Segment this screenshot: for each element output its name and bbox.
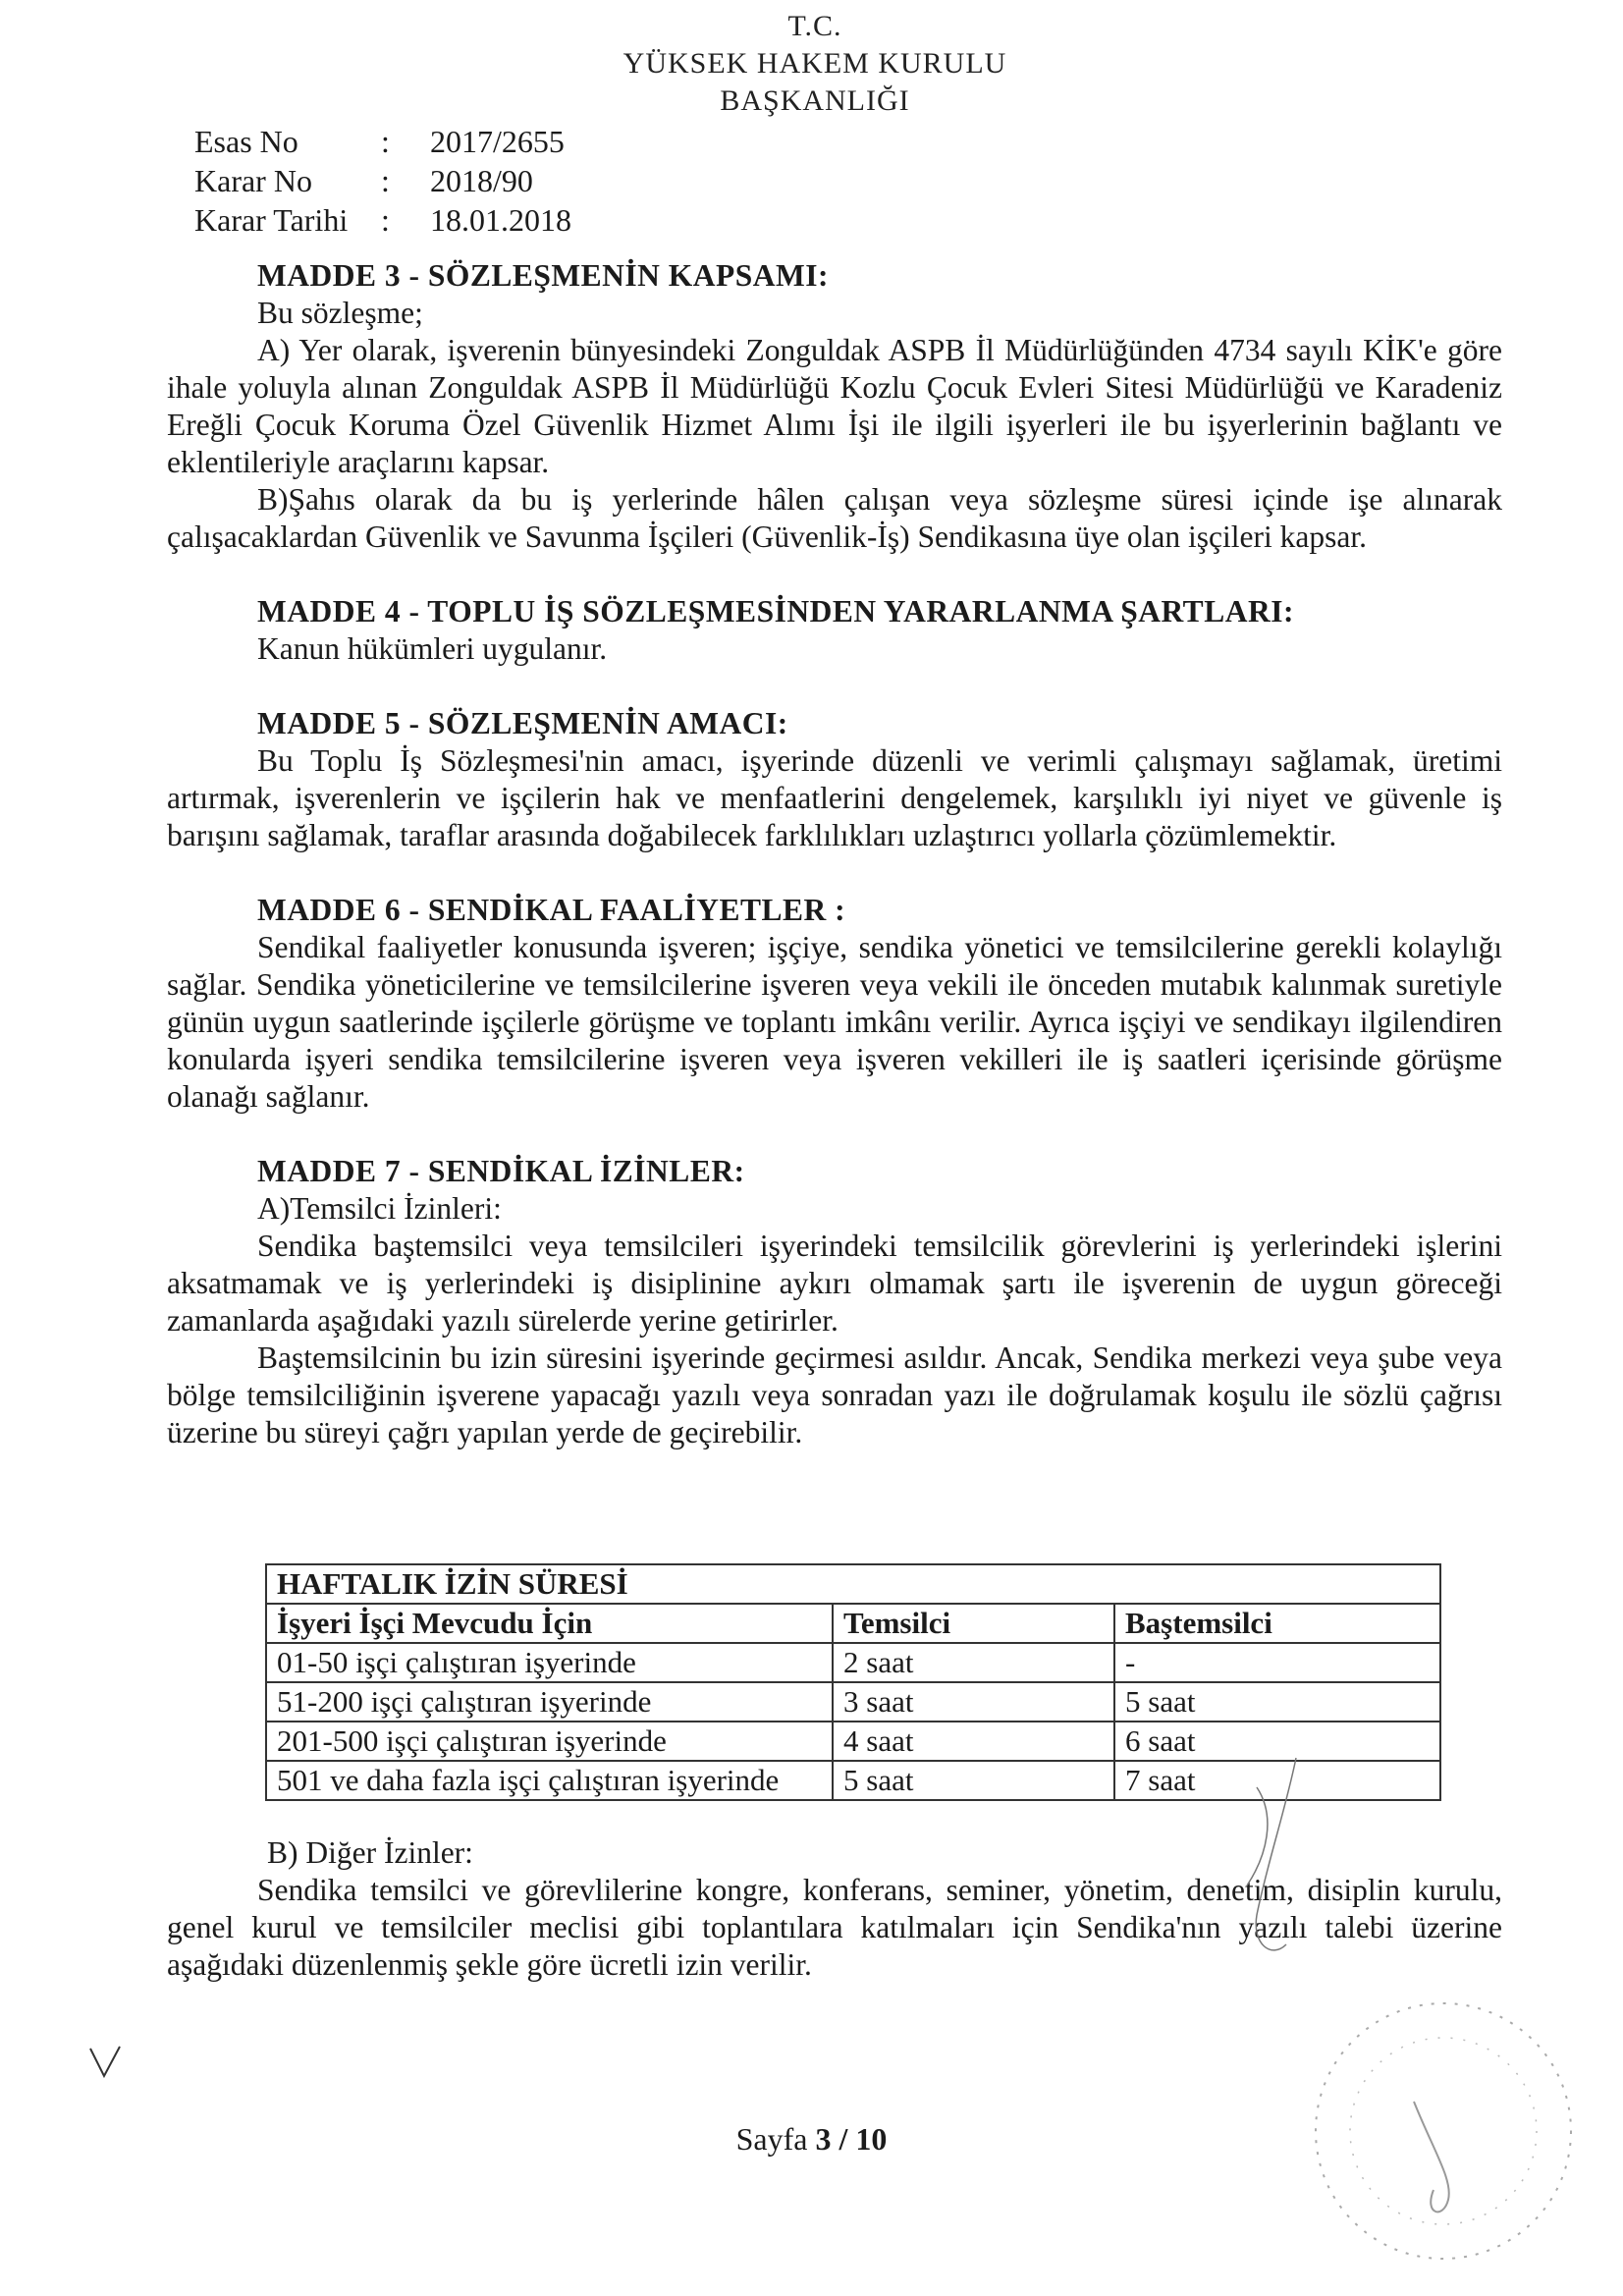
page-prefix: Sayfa [735, 2121, 816, 2157]
signature-mark [1227, 1748, 1316, 1974]
column-header: Baştemsilci [1114, 1604, 1440, 1643]
table-header-row [266, 1604, 1440, 1643]
tarih-value: 18.01.2018 [430, 202, 571, 238]
table-cell: 7 saat [1114, 1761, 1440, 1800]
section-title-madde-7: MADDE 7 - SENDİKAL İZİNLER: [257, 1154, 745, 1188]
section-title-madde-4: MADDE 4 - TOPLU İŞ SÖZLEŞMESİNDEN YARARLANMA ŞARTLARI: [257, 594, 1294, 629]
esas-label: Esas No [194, 124, 298, 159]
table-cell: 201-500 işçi çalıştıran işyerinde [266, 1722, 833, 1761]
header-tc: T.C. [787, 10, 842, 42]
document-body [167, 257, 1502, 1451]
esas-row [194, 122, 571, 161]
table-cell: 501 ve daha fazla işçi çalıştıran işyerinde [266, 1761, 833, 1800]
colon: : [381, 124, 390, 159]
colon: : [381, 163, 390, 198]
paragraph: B)Şahıs olarak da bu iş yerlerinde hâlen çalışan veya sözleşme süresi içinde işe alınarak çalışacaklardan Güvenlik ve Savunma İşçileri (Güvenlik-İş) Sendikasına üye olan işçileri kapsar. [167, 482, 1502, 554]
paragraph: Bu sözleşme; [257, 296, 423, 330]
table-row [266, 1682, 1440, 1722]
table-cell: 51-200 işçi çalıştıran işyerinde [266, 1682, 833, 1722]
faded-stamp [1276, 1954, 1600, 2278]
section-title-madde-3: MADDE 3 - SÖZLEŞMENİN KAPSAMI: [257, 258, 830, 293]
paragraph: Kanun hükümleri uygulanır. [257, 631, 608, 666]
karar-row [194, 161, 571, 200]
paragraph: A) Yer olarak, işverenin bünyesindeki Zonguldak ASPB İl Müdürlüğünden 4734 sayılı KİK'e göre ihale yoluyla alınan Zonguldak ASPB İl Müdürlüğü Kozlu Çocuk Evleri Sitesi Müdürlüğü ve Karadeniz Ereğli Çocuk Koruma Özel Güvenlik Hizmet Alımı İşi ile ilgili işyerleri ile bu işyerlerinin bağlantı ve eklentileriyle araçlarını kapsar. [167, 333, 1502, 479]
tarih-label: Karar Tarihi [194, 202, 349, 238]
page-number: 3 / 10 [815, 2121, 888, 2157]
header-court: YÜKSEK HAKEM KURULU [622, 47, 1007, 80]
table-row [266, 1643, 1440, 1682]
table-cell: 5 saat [833, 1761, 1114, 1800]
table-title-row [266, 1564, 1440, 1604]
table-cell: 6 saat [1114, 1722, 1440, 1761]
paragraph: Bu Toplu İş Sözleşmesi'nin amacı, işyerinde düzenli ve verimli çalışmayı sağlamak, üretimi artırmak, işverenlerin ve işçilerin hak ve menfaatlerini dengelemek, karşılıklı iyi niyet ve güvenle iş barışını sağlamak, taraflar arasında doğabilecek farklılıkları uzlaştırıcı yollarla çözümlemektir. [167, 743, 1502, 852]
paragraph: Sendika baştemsilci veya temsilcileri işyerindeki temsilcilik görevlerini iş yerlerindeki işlerini aksatmamak ve iş yerlerindeki iş disiplinine aykırı olmamak şartı ile işverenin de uygun göreceği zamanlarda aşağıdaki yazılı sürelerde yerine getirirler. [167, 1229, 1502, 1338]
paragraph: Sendikal faaliyetler konusunda işveren; işçiye, sendika yönetici ve temsilcilerine gerekli kolaylığı sağlar. Sendika yöneticilerine ve temsilcilerine işveren veya vekili ile önceden mutabık kalınmak suretiyle günün uygun saatlerinde işçilerle görüşme ve toplantı imkânı verilir. Ayrıca işçiyi ve sendikayı ilgilendiren konularda işyeri sendika temsilcilerine işveren veya işveren vekilleri ile iş saatleri içerisinde görüşme olanağı sağlanır. [167, 930, 1502, 1114]
table-cell: 2 saat [833, 1643, 1114, 1682]
table-cell: 01-50 işçi çalıştıran işyerinde [266, 1643, 833, 1682]
paragraph: Sendika temsilci ve görevlilerine kongre, konferans, seminer, yönetim, denetim, disiplin kurulu, genel kurul ve temsilciler meclisi gibi toplantılara katılmaları için Sendika'nın yazılı talebi üzerine aşağıdaki düzenlenmiş şekle göre ücretli izin verilir. [167, 1873, 1502, 1982]
column-header: Temsilci [833, 1604, 1114, 1643]
paragraph: Baştemsilcinin bu izin süresini işyerinde geçirmesi asıldır. Ancak, Sendika merkezi veya şube veya bölge temsilciliğinin işverene yapacağı yazılı veya sonradan yazı ile doğrulamak koşulu ile sözlü çağrısı üzerine bu süreyi çağrı yapılan yerde de geçirebilir. [167, 1340, 1502, 1449]
section-title-madde-5: MADDE 5 - SÖZLEŞMENİN AMACI: [257, 706, 788, 740]
colon: : [381, 202, 390, 238]
table-cell: 4 saat [833, 1722, 1114, 1761]
handwritten-check-mark [86, 2043, 126, 2082]
karar-label: Karar No [194, 163, 312, 198]
case-metadata [194, 122, 571, 240]
subsection-title: B) Diğer İzinler: [267, 1835, 473, 1870]
table-cell: - [1114, 1643, 1440, 1682]
section-title-madde-6: MADDE 6 - SENDİKAL FAALİYETLER : [257, 893, 846, 927]
column-header: İşyeri İşçi Mevcudu İçin [266, 1604, 833, 1643]
tarih-row [194, 200, 571, 240]
karar-value: 2018/90 [430, 163, 533, 198]
table-cell: 3 saat [833, 1682, 1114, 1722]
page-footer [0, 2121, 1623, 2158]
table-title: HAFTALIK İZİN SÜRESİ [266, 1564, 1440, 1604]
table-cell: 5 saat [1114, 1682, 1440, 1722]
esas-value: 2017/2655 [430, 124, 565, 159]
subsection-title: A)Temsilci İzinleri: [257, 1191, 502, 1226]
header-presidency: BAŞKANLIĞI [720, 84, 910, 117]
